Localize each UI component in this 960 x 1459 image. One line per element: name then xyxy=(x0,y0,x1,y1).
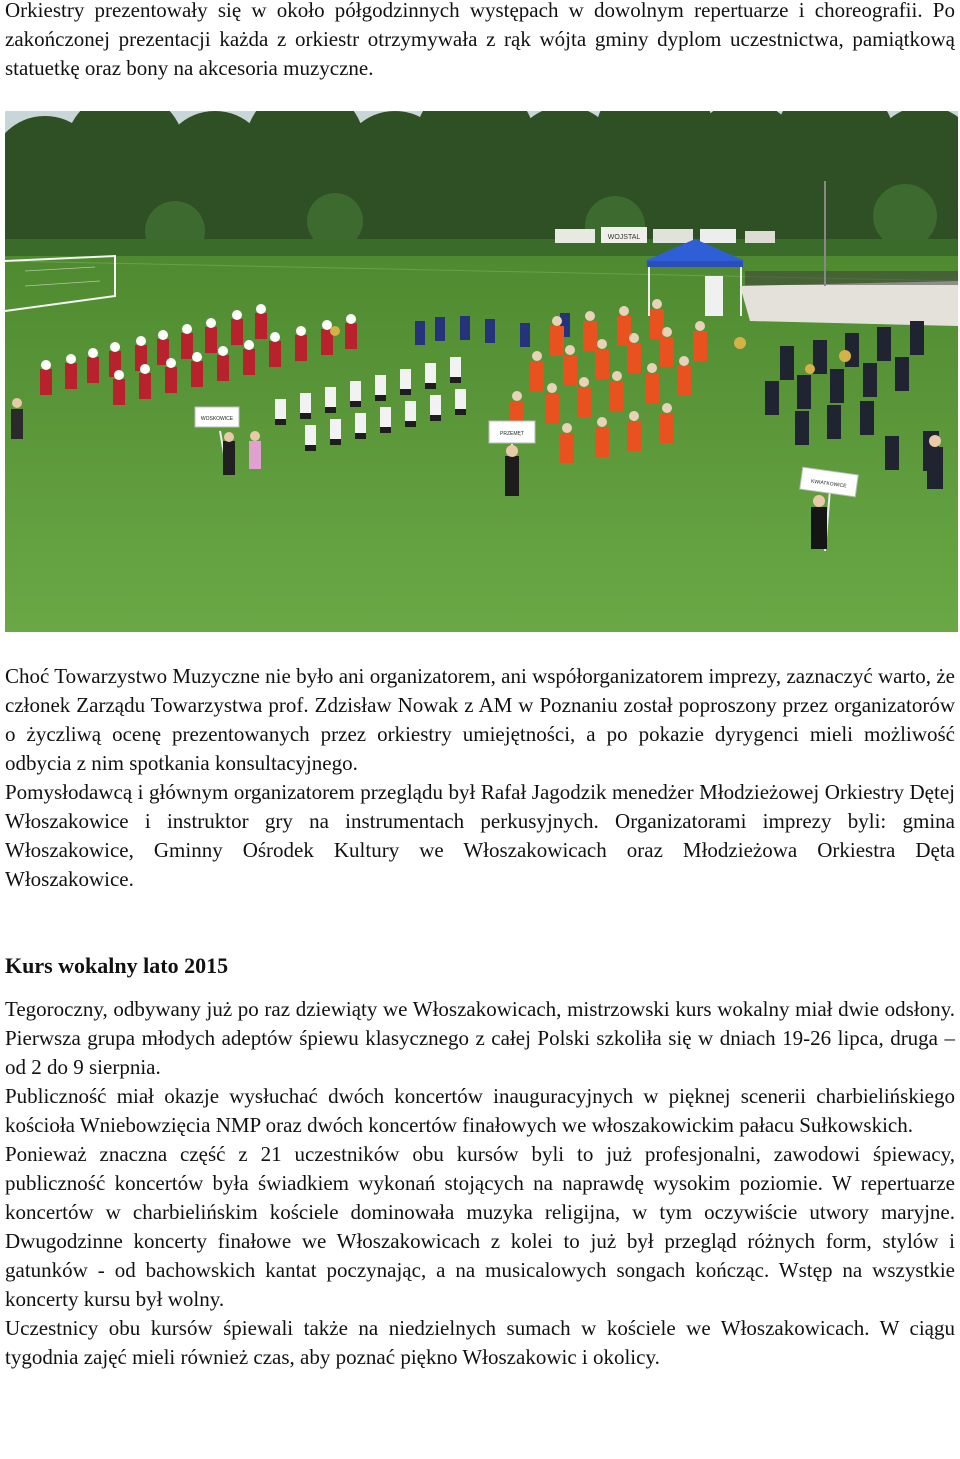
marching-bands-photo xyxy=(5,111,958,632)
sign-right-label: KWIATKOWICE xyxy=(810,478,847,490)
intro-paragraph: Orkiestry prezentowały się w około półgodzinnych występach w dowolnym repertuarze i choreografii. Po zakończonej prezentacji każda z orkiestr otrzymywała z rąk wójta gminy dyplom uczestnictwa, pamiątkową statuetkę oraz bony na akcesoria muzyczne. xyxy=(5,0,955,80)
paragraph-towarzystwo: Choć Towarzystwo Muzyczne nie było ani organizatorem, ani współorganizatorem imprezy, zaznaczyć warto, że członek Zarządu Towarzystwa prof. Zdzisław Nowak z AM w Poznaniu został poproszony przez organizatorów o życzliwą ocenę prezentowanych przez orkiestry umiejętności, a po pokazie dyrygenci mieli możliwość odbycia z nim spotkania konsultacyjnego. xyxy=(5,664,955,775)
after-photo-section xyxy=(5,662,955,894)
intro-section xyxy=(5,0,955,83)
paragraph-kurs-3: Ponieważ znaczna część z 21 uczestników obu kursów byli to już profesjonalni, zawodowi śpiewacy, publiczność koncertów była świadkiem wykonań stojących na naprawdę wysokim poziomie. W repertuarze koncertów w charbielińskim kościele dominowała muzyka religijna, w tym oczywiście utwory maryjne. Dwugodzinne koncerty finałowe we Włoszakowicach z kolei to już był przegląd różnych form, stylów i gatunków - od bachowskich kantat poczynając, a na musicalowych songach kończąc. Wstęp na wszystkie koncerty kursu był wolny. xyxy=(5,1142,955,1311)
stage xyxy=(740,271,958,326)
section-heading-kurs: Kurs wokalny lato 2015 xyxy=(5,953,229,978)
paragraph-kurs-1: Tegoroczny, odbywany już po raz dziewiąty we Włoszakowicach, mistrzowski kurs wokalny miał dwie odsłony. Pierwsza grupa młodych adeptów śpiewu klasycznego z całej Polski szkoliła się w dniach 19-26 lipca, druga – od 2 do 9 sierpnia. xyxy=(5,997,955,1079)
banner-label: WOJSTAL xyxy=(607,234,641,241)
sign-left-label: WOSKOWICE xyxy=(200,416,234,422)
paragraph-kurs-2: Publiczność miał okazje wysłuchać dwóch koncertów inauguracyjnych w pięknej scenerii charbielińskiego kościoła Wniebowzięcia NMP oraz dwóch koncertów finałowych we włoszakowickim pałacu Sułkowskich. xyxy=(5,1084,955,1137)
paragraph-kurs-4: Uczestnicy obu kursów śpiewali także na niedzielnych sumach w kościele we Włoszakowicach. W ciągu tygodnia zajęć mieli również czas, aby poznać piękno Włoszakowic i okolicy. xyxy=(5,1316,955,1369)
paragraph-organizatorzy: Pomysłodawcą i głównym organizatorem przeglądu był Rafał Jagodzik menedżer Młodzieżowej Orkiestry Dętej Włoszakowice i instruktor gry na instrumentach perkusyjnych. Organizatorami imprezy byli: gmina Włoszakowice, Gminny Ośrodek Kultury we Włoszakowicach oraz Młodzieżowa Orkiestra Dęta Włoszakowice. xyxy=(5,780,955,891)
sign-middle-label: PRZEMĘT xyxy=(500,431,524,437)
kurs-section xyxy=(5,995,955,1372)
photo-illustration xyxy=(5,111,958,632)
